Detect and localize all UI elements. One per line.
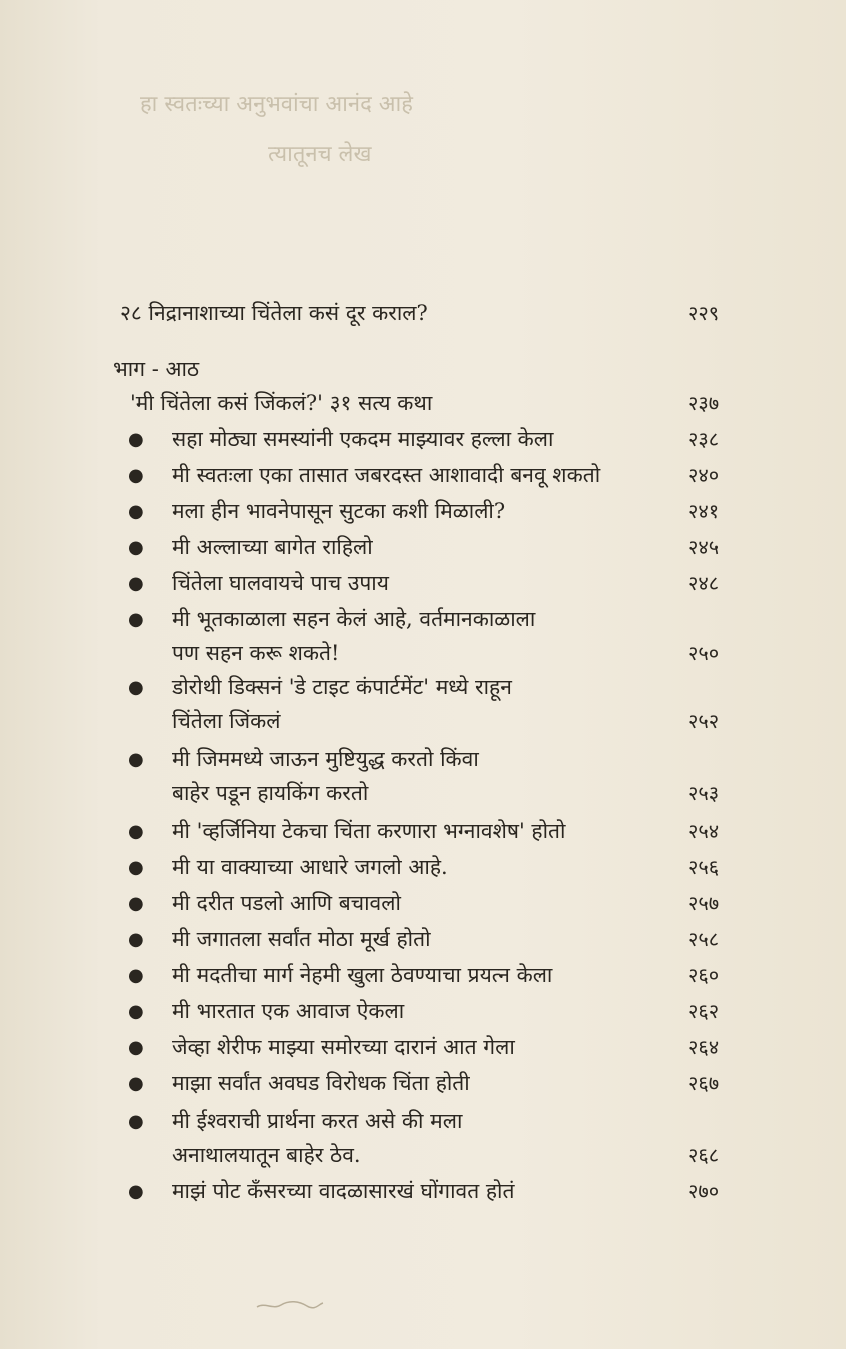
toc-page-number: २३७ (688, 391, 720, 415)
toc-entry[interactable] (0, 1066, 846, 1102)
toc-entry[interactable] (0, 922, 846, 958)
toc-entry[interactable] (0, 958, 846, 994)
bullet-icon: ● (128, 749, 144, 770)
toc-entry[interactable] (0, 742, 846, 778)
bullet-icon: ● (128, 537, 144, 558)
toc-page-number: २४० (688, 463, 720, 487)
toc-page-number: २६२ (688, 999, 720, 1023)
toc-entry[interactable] (0, 1174, 846, 1210)
toc-entry-title: मी जिममध्ये जाऊन मुष्टियुद्ध करतो किंवा (172, 747, 479, 771)
bullet-icon: ● (128, 573, 144, 594)
toc-entry-title: मी ईश्वराची प्रार्थना करत असे की मला (172, 1109, 463, 1133)
bullet-icon: ● (128, 1037, 144, 1058)
bullet-icon: ● (128, 677, 144, 698)
bleed-through-line-1: हा स्वतःच्या अनुभवांचा आनंद आहे (140, 92, 413, 117)
toc-page-number: २४१ (688, 499, 720, 523)
toc-entry-title: मी या वाक्याच्या आधारे जगलो आहे. (172, 855, 448, 879)
toc-entry[interactable] (0, 850, 846, 886)
toc-page-number: २७० (688, 1179, 720, 1203)
bullet-icon: ● (128, 1073, 144, 1094)
toc-entry-title: मला हीन भावनेपासून सुटका कशी मिळाली? (172, 499, 506, 523)
bullet-icon: ● (128, 821, 144, 842)
toc-chapter-title: २८ निद्रानाशाच्या चिंतेला कसं दूर कराल? (120, 301, 428, 325)
toc-page-number: २५७ (688, 891, 720, 915)
toc-page-number: २५० (688, 641, 720, 665)
toc-entry-title: चिंतेला घालवायचे पाच उपाय (172, 571, 389, 595)
toc-entry-title: मी 'व्हर्जिनिया टेकचा चिंता करणारा भग्नावशेष' होतो (172, 819, 566, 843)
toc-page-number: २६० (688, 963, 720, 987)
toc-page-number: २६४ (688, 1035, 720, 1059)
toc-entry[interactable] (0, 494, 846, 530)
toc-entry-title: मी भूतकाळाला सहन केलं आहे, वर्तमानकाळाला (172, 607, 536, 631)
toc-part-heading: भाग - आठ (113, 357, 200, 381)
toc-page-number: २५३ (688, 781, 720, 805)
toc-entry[interactable] (0, 602, 846, 638)
toc-entry-title: सहा मोठ्या समस्यांनी एकदम माझ्यावर हल्ला केला (172, 427, 554, 451)
toc-part-heading-row (0, 352, 846, 388)
bullet-icon: ● (128, 1001, 144, 1022)
bullet-icon: ● (128, 501, 144, 522)
toc-entry-title-continued: बाहेर पडून हायकिंग करतो (172, 781, 369, 805)
toc-page-number: २४५ (688, 535, 720, 559)
bullet-icon: ● (128, 429, 144, 450)
toc-page-number: २२९ (688, 301, 720, 325)
toc-entry-continuation[interactable] (0, 1138, 846, 1174)
toc-entry[interactable] (0, 1104, 846, 1140)
toc-entry-continuation[interactable] (0, 636, 846, 672)
toc-entry-title: मी अल्लाच्या बागेत राहिलो (172, 535, 373, 559)
toc-entry-continuation[interactable] (0, 704, 846, 740)
toc-entry[interactable] (0, 566, 846, 602)
toc-entry-title: मी दरीत पडलो आणि बचावलो (172, 891, 401, 915)
bullet-icon: ● (128, 893, 144, 914)
toc-section-title: 'मी चिंतेला कसं जिंकलं?' ३१ सत्य कथा (130, 391, 433, 415)
toc-page-number: २५४ (688, 819, 720, 843)
toc-page-number: २३८ (688, 427, 720, 451)
ink-smudge-icon (255, 1298, 325, 1312)
toc-entry[interactable] (0, 458, 846, 494)
toc-entry[interactable] (0, 886, 846, 922)
toc-entry-title: मी जगातला सर्वांत मोठा मूर्ख होतो (172, 927, 431, 951)
toc-entry-title: मी मदतीचा मार्ग नेहमी खुला ठेवण्याचा प्रयत्न केला (172, 963, 553, 987)
bullet-icon: ● (128, 609, 144, 630)
bleed-through-line-2: त्यातूनच लेख (268, 142, 372, 167)
toc-entry-title-continued: पण सहन करू शकते! (172, 641, 340, 665)
toc-entry-title: माझा सर्वांत अवघड विरोधक चिंता होती (172, 1071, 470, 1095)
bullet-icon: ● (128, 929, 144, 950)
bullet-icon: ● (128, 965, 144, 986)
toc-entry-title-continued: चिंतेला जिंकलं (172, 709, 281, 733)
toc-entry[interactable] (0, 994, 846, 1030)
toc-entry[interactable] (0, 670, 846, 706)
toc-page-number: २४८ (688, 571, 720, 595)
bullet-icon: ● (128, 857, 144, 878)
bullet-icon: ● (128, 1181, 144, 1202)
toc-entry-title: जेव्हा शेरीफ माझ्या समोरच्या दारानं आत गेला (172, 1035, 515, 1059)
toc-entry[interactable] (0, 814, 846, 850)
toc-entry[interactable] (0, 1030, 846, 1066)
toc-entry-continuation[interactable] (0, 776, 846, 812)
toc-entry[interactable] (0, 422, 846, 458)
toc-entry-title: माझं पोट कॅंसरच्या वादळासारखं घोंगावत होतं (172, 1179, 515, 1203)
toc-entry[interactable] (0, 530, 846, 566)
toc-entry-title: मी भारतात एक आवाज ऐकला (172, 999, 405, 1023)
toc-page-number: २५२ (688, 709, 720, 733)
toc-chapter-row[interactable] (0, 296, 846, 332)
toc-page-number: २६८ (688, 1143, 720, 1167)
toc-page-number: २६७ (688, 1071, 720, 1095)
bullet-icon: ● (128, 1111, 144, 1132)
toc-entry-title: डोरोथी डिक्सनं 'डे टाइट कंपार्टमेंट' मध्ये राहून (172, 675, 512, 699)
toc-page-number: २५८ (688, 927, 720, 951)
toc-page-number: २५६ (688, 855, 720, 879)
bullet-icon: ● (128, 465, 144, 486)
toc-entry-title-continued: अनाथालयातून बाहेर ठेव. (172, 1143, 361, 1167)
toc-entry-title: मी स्वतःला एका तासात जबरदस्त आशावादी बनवू शकतो (172, 463, 601, 487)
toc-section-row[interactable] (0, 386, 846, 422)
